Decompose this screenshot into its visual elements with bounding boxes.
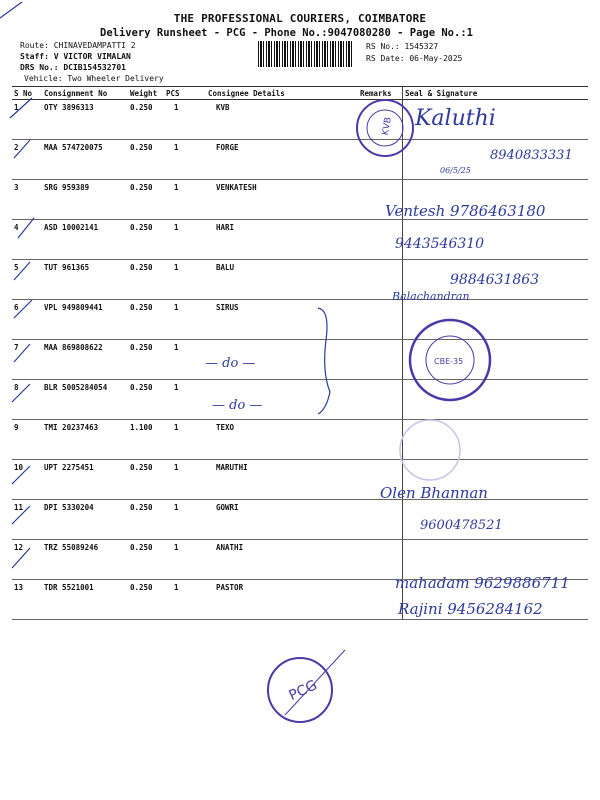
col-weight: Weight: [128, 87, 164, 100]
ditto-mark-8: — do —: [212, 398, 263, 413]
cell-consignment: ASD 10002141: [42, 220, 128, 260]
cell-consignee: ANATHI: [206, 540, 358, 580]
cell-weight: 0.250: [128, 500, 164, 540]
cell-consignment: MAA 869808622: [42, 340, 128, 380]
cell-pcs: 1: [164, 260, 206, 300]
cell-consignment: TMI 20237463: [42, 420, 128, 460]
sirus-stamp: [410, 320, 490, 400]
cell-weight: 0.250: [128, 220, 164, 260]
col-sno: S No: [12, 87, 42, 100]
cell-consignment: SRG 959389: [42, 180, 128, 220]
kvb-stamp: [357, 100, 413, 156]
cell-consignee: PASTOR: [206, 580, 358, 620]
tick-mark: [14, 140, 30, 158]
cell-pcs: 1: [164, 140, 206, 180]
cell-sno: 10: [12, 460, 42, 500]
cell-consignment: UPT 2275451: [42, 460, 128, 500]
faded-stamp: [400, 420, 460, 480]
col-pcs: PCS: [164, 87, 206, 100]
cell-consignment: TUT 961365: [42, 260, 128, 300]
drs-number: DRS No.: DCIB154532701: [20, 63, 126, 72]
cell-sno: 9: [12, 420, 42, 460]
cell-weight: 0.250: [128, 140, 164, 180]
cell-pcs: 1: [164, 500, 206, 540]
rs-date: RS Date: 06-May-2025: [366, 54, 463, 63]
cell-consignment: TDR 5521001: [42, 580, 128, 620]
cell-pcs: 1: [164, 100, 206, 140]
tick-mark: [18, 218, 34, 238]
cell-sno: 4: [12, 220, 42, 260]
cell-weight: 0.250: [128, 460, 164, 500]
cell-pcs: 1: [164, 460, 206, 500]
cell-consignee: BALU: [206, 260, 358, 300]
cell-sno: 1: [12, 100, 42, 140]
cell-sno: 8: [12, 380, 42, 420]
cell-sno: 2: [12, 140, 42, 180]
cell-consignee: FORGE: [206, 140, 358, 180]
cell-weight: 0.250: [128, 340, 164, 380]
cell-sno: 6: [12, 300, 42, 340]
cell-consignee: SIRUS: [206, 300, 358, 340]
tick-mark: [12, 506, 30, 524]
staff-label: Staff: V VICTOR VIMALAN: [20, 52, 131, 61]
signature-maruthi: Olen Bhannan: [380, 484, 488, 502]
cell-consignment: VPL 949809441: [42, 300, 128, 340]
phone-hari: 9443546310: [395, 236, 485, 252]
cell-sno: 13: [12, 580, 42, 620]
runsheet-subtitle: Delivery Runsheet - PCG - Phone No.:9047080280 - Page No.:1: [100, 27, 473, 39]
tick-mark: [12, 466, 30, 484]
date-kvb: 06/5/25: [440, 166, 471, 175]
cell-weight: 0.250: [128, 260, 164, 300]
tick-mark: [0, 2, 22, 18]
cell-consignment: DPI 5330204: [42, 500, 128, 540]
tick-mark: [14, 344, 30, 362]
cell-consignment: TRZ 55089246: [42, 540, 128, 580]
kvb-stamp-text: KVB: [380, 116, 394, 137]
signature-venkatesh: Ventesh 9786463180: [385, 202, 546, 220]
cell-sno: 12: [12, 540, 42, 580]
ditto-mark-7: — do —: [205, 356, 256, 371]
cell-weight: 0.250: [128, 300, 164, 340]
rs-number: RS No.: 1545327: [366, 42, 439, 51]
phone-balu: 9884631863: [450, 272, 540, 288]
cell-consignee: KVB: [206, 100, 358, 140]
tick-mark: [12, 548, 30, 568]
cell-sno: 3: [12, 180, 42, 220]
cell-pcs: 1: [164, 340, 206, 380]
cell-pcs: 1: [164, 380, 206, 420]
vehicle-label: Vehicle: Two Wheeler Delivery: [24, 74, 164, 83]
col-remarks: Remarks: [358, 87, 403, 100]
cell-weight: 1.100: [128, 420, 164, 460]
cell-sno: 11: [12, 500, 42, 540]
cell-consignment: MAA 574720075: [42, 140, 128, 180]
cell-weight: 0.250: [128, 580, 164, 620]
cell-weight: 0.250: [128, 540, 164, 580]
cell-weight: 0.250: [128, 180, 164, 220]
phone-gowri: 9600478521: [420, 518, 503, 533]
cell-consignee: TEXO: [206, 420, 358, 460]
tick-mark: [14, 262, 30, 280]
company-name: THE PROFESSIONAL COURIERS, COIMBATORE: [173, 12, 427, 25]
phone-kvb: 8940833331: [490, 148, 573, 163]
cell-consignee: MARUTHI: [206, 460, 358, 500]
cell-weight: 0.250: [128, 380, 164, 420]
pcg-stamp-text: PCG: [286, 677, 320, 705]
cell-consignee: VENKATESH: [206, 180, 358, 220]
cell-consignment: BLR 5005284054: [42, 380, 128, 420]
route-label: Route: CHINAVEDAMPATTI 2: [20, 41, 136, 50]
cell-consignee: HARI: [206, 220, 358, 260]
cell-pcs: 1: [164, 580, 206, 620]
cell-pcs: 1: [164, 220, 206, 260]
cell-weight: 0.250: [128, 100, 164, 140]
pcg-stamp: [268, 650, 345, 722]
cell-pcs: 1: [164, 180, 206, 220]
signature-anathi: mahadam 9629886711: [395, 574, 570, 592]
cell-sno: 5: [12, 260, 42, 300]
bracket-mark: [318, 308, 330, 414]
signature-balu: Balachandran: [392, 290, 470, 303]
cell-pcs: 1: [164, 540, 206, 580]
tick-mark: [12, 384, 30, 402]
col-consignee: Consignee Details: [206, 87, 358, 100]
cell-pcs: 1: [164, 300, 206, 340]
col-consignment: Consignment No: [42, 87, 128, 100]
signature-pastor: Rajini 9456284162: [398, 600, 543, 618]
cell-consignee: GOWRI: [206, 500, 358, 540]
col-signature: Seal & Signature: [403, 87, 589, 100]
cell-consignment: OTY 3896313: [42, 100, 128, 140]
tick-mark: [10, 98, 32, 118]
cell-pcs: 1: [164, 420, 206, 460]
signature-kvb: Kaluthi: [415, 106, 496, 131]
tick-mark: [14, 300, 32, 318]
cell-sno: 7: [12, 340, 42, 380]
sirus-stamp-center: CBE-35: [434, 357, 464, 366]
